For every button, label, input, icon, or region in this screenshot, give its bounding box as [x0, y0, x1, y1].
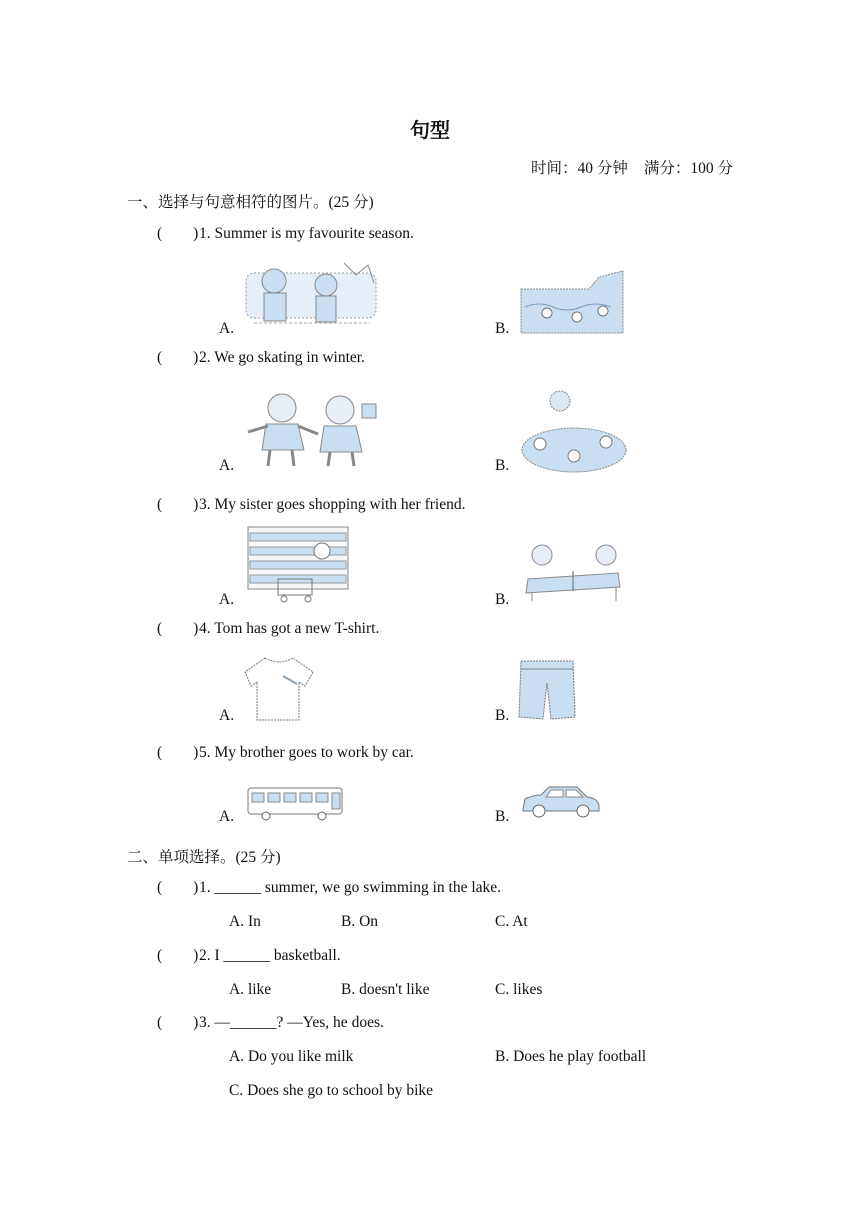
- question-1-3: [157, 496, 465, 514]
- question-1-4: [157, 620, 379, 638]
- question-text: 3. —______? —Yes, he does.: [199, 1014, 384, 1031]
- question-text: 2. I ______ basketball.: [199, 947, 341, 964]
- option-b: B. doesn't like: [341, 981, 430, 998]
- question-1-1: [157, 225, 414, 243]
- option-b-label: B.: [495, 707, 510, 724]
- option-a: A. Do you like milk: [229, 1048, 354, 1065]
- time-limit: 时间：40 分钟: [530, 160, 628, 177]
- question-text: 5. My brother goes to work by car.: [199, 744, 414, 761]
- question-2-1: [157, 879, 501, 897]
- supermarket-shopping-picture: [246, 525, 350, 605]
- children-playing-snow-picture: [244, 253, 380, 331]
- swimming-under-sun-picture: [520, 388, 628, 474]
- question-1-5: [157, 744, 414, 762]
- option-c: C. At: [495, 913, 528, 930]
- option-b-label: B.: [495, 320, 510, 337]
- option-a: A. like: [229, 981, 272, 998]
- question-text: 1. Summer is my favourite season.: [199, 225, 414, 242]
- question-text: 2. We go skating in winter.: [199, 349, 365, 366]
- option-b-label: B.: [495, 591, 510, 608]
- shorts-picture: [517, 657, 577, 723]
- option-b: B. Does he play football: [495, 1048, 647, 1065]
- table-tennis-picture: [518, 543, 628, 603]
- option-a-label: A.: [219, 457, 235, 474]
- option-a-label: A.: [219, 591, 235, 608]
- answer-bracket: ( ): [157, 496, 199, 513]
- option-c: C. likes: [495, 981, 543, 998]
- question-text: 4. Tom has got a new T-shirt.: [199, 620, 380, 637]
- car-picture: [519, 783, 603, 821]
- t-shirt-picture: [243, 654, 315, 724]
- section-1-heading: 一、选择与句意相符的图片。(25 分): [127, 194, 374, 211]
- page-title: 句型: [410, 118, 450, 142]
- full-score: 满分：100 分: [643, 160, 733, 177]
- children-skating-picture: [244, 390, 380, 470]
- bus-picture: [246, 786, 344, 822]
- question-text: 3. My sister goes shopping with her friend.: [199, 496, 466, 513]
- option-a-label: A.: [219, 707, 235, 724]
- section-2-heading: 二、单项选择。(25 分): [127, 849, 281, 866]
- answer-bracket: ( ): [157, 620, 199, 637]
- option-b: B. On: [341, 913, 379, 930]
- option-c: C. Does she go to school by bike: [229, 1082, 434, 1099]
- option-a: A. In: [229, 913, 261, 930]
- question-2-2: [157, 947, 341, 965]
- question-2-3: [157, 1014, 384, 1032]
- option-a-label: A.: [219, 808, 235, 825]
- question-text: 1. ______ summer, we go swimming in the lake.: [199, 879, 502, 896]
- answer-bracket: ( ): [157, 947, 199, 964]
- answer-bracket: ( ): [157, 349, 199, 366]
- answer-bracket: ( ): [157, 744, 199, 761]
- option-b-label: B.: [495, 457, 510, 474]
- answer-bracket: ( ): [157, 225, 199, 242]
- option-b-label: B.: [495, 808, 510, 825]
- exam-meta: [515, 156, 733, 178]
- question-1-2: [157, 349, 365, 367]
- answer-bracket: ( ): [157, 879, 199, 896]
- answer-bracket: ( ): [157, 1014, 199, 1031]
- swimming-in-water-picture: [519, 267, 625, 335]
- option-a-label: A.: [219, 320, 235, 337]
